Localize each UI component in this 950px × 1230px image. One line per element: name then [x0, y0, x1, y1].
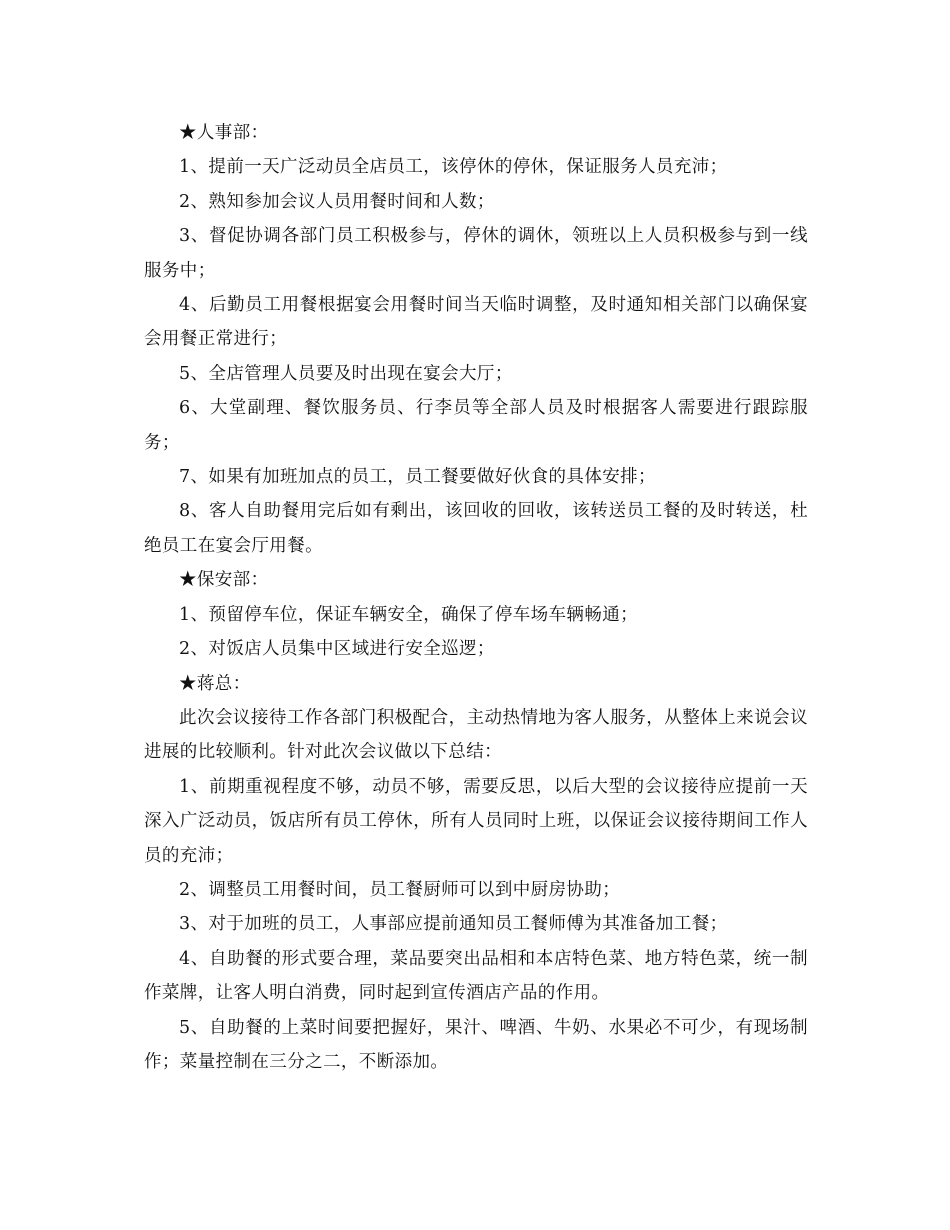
- hr-item-6: 6、大堂副理、餐饮服务员、行李员等全部人员及时根据客人需要进行跟踪服务；: [144, 398, 808, 453]
- document-body: [144, 116, 808, 1079]
- hr-item-1: 1、提前一天广泛动员全店员工，该停休的停休，保证服务人员充沛；: [179, 157, 728, 178]
- security-item-2: 2、对饭店人员集中区域进行安全巡逻；: [179, 639, 495, 660]
- summary-intro: 此次会议接待工作各部门积极配合，主动热情地为客人服务，从整体上来说会议进展的比较顺利。针对此次会议做以下总结：: [144, 707, 808, 763]
- summary-item-1: 1、前期重视程度不够，动员不够，需要反思，以后大型的会议接待应提前一天深入广泛动员，饭店所有员工停休，所有人员同时上班，以保证会议接待期间工作人员的充沛；: [144, 776, 808, 866]
- heading-hr-department: ★人事部：: [179, 123, 269, 143]
- summary-item-5: 5、自助餐的上菜时间要把握好，果汁、啤酒、牛奶、水果必不可少，有现场制作；菜量控制在三分之二，不断添加。: [144, 1017, 808, 1072]
- summary-item-3: 3、对于加班的员工，人事部应提前通知员工餐师傅为其准备加工餐；: [179, 914, 728, 935]
- hr-item-4: 4、后勤员工用餐根据宴会用餐时间当天临时调整，及时通知相关部门以确保宴会用餐正常进行；: [144, 295, 808, 350]
- summary-item-4: 4、自助餐的形式要合理，菜品要突出品相和本店特色菜、地方特色菜，统一制作菜牌，让客人明白消费，同时起到宣传酒店产品的作用。: [144, 948, 808, 1004]
- hr-item-7: 7、如果有加班加点的员工，员工餐要做好伙食的具体安排；: [179, 467, 656, 488]
- hr-item-2: 2、熟知参加会议人员用餐时间和人数；: [179, 191, 495, 212]
- summary-item-2: 2、调整员工用餐时间，员工餐厨师可以到中厨房协助；: [179, 879, 621, 900]
- hr-item-5: 5、全店管理人员要及时出现在宴会大厅；: [179, 363, 513, 384]
- hr-item-3: 3、督促协调各部门员工积极参与，停休的调休，领班以上人员积极参与到一线服务中；: [144, 226, 808, 281]
- heading-security-department: ★保安部：: [179, 570, 269, 591]
- hr-item-8: 8、客人自助餐用完后如有剩出，该回收的回收，该转送员工餐的及时转送，杜绝员工在宴会厅用餐。: [144, 501, 808, 556]
- security-item-1: 1、预留停车位，保证车辆安全，确保了停车场车辆畅通；: [179, 604, 639, 625]
- heading-manager-jiang: ★蒋总：: [179, 673, 251, 694]
